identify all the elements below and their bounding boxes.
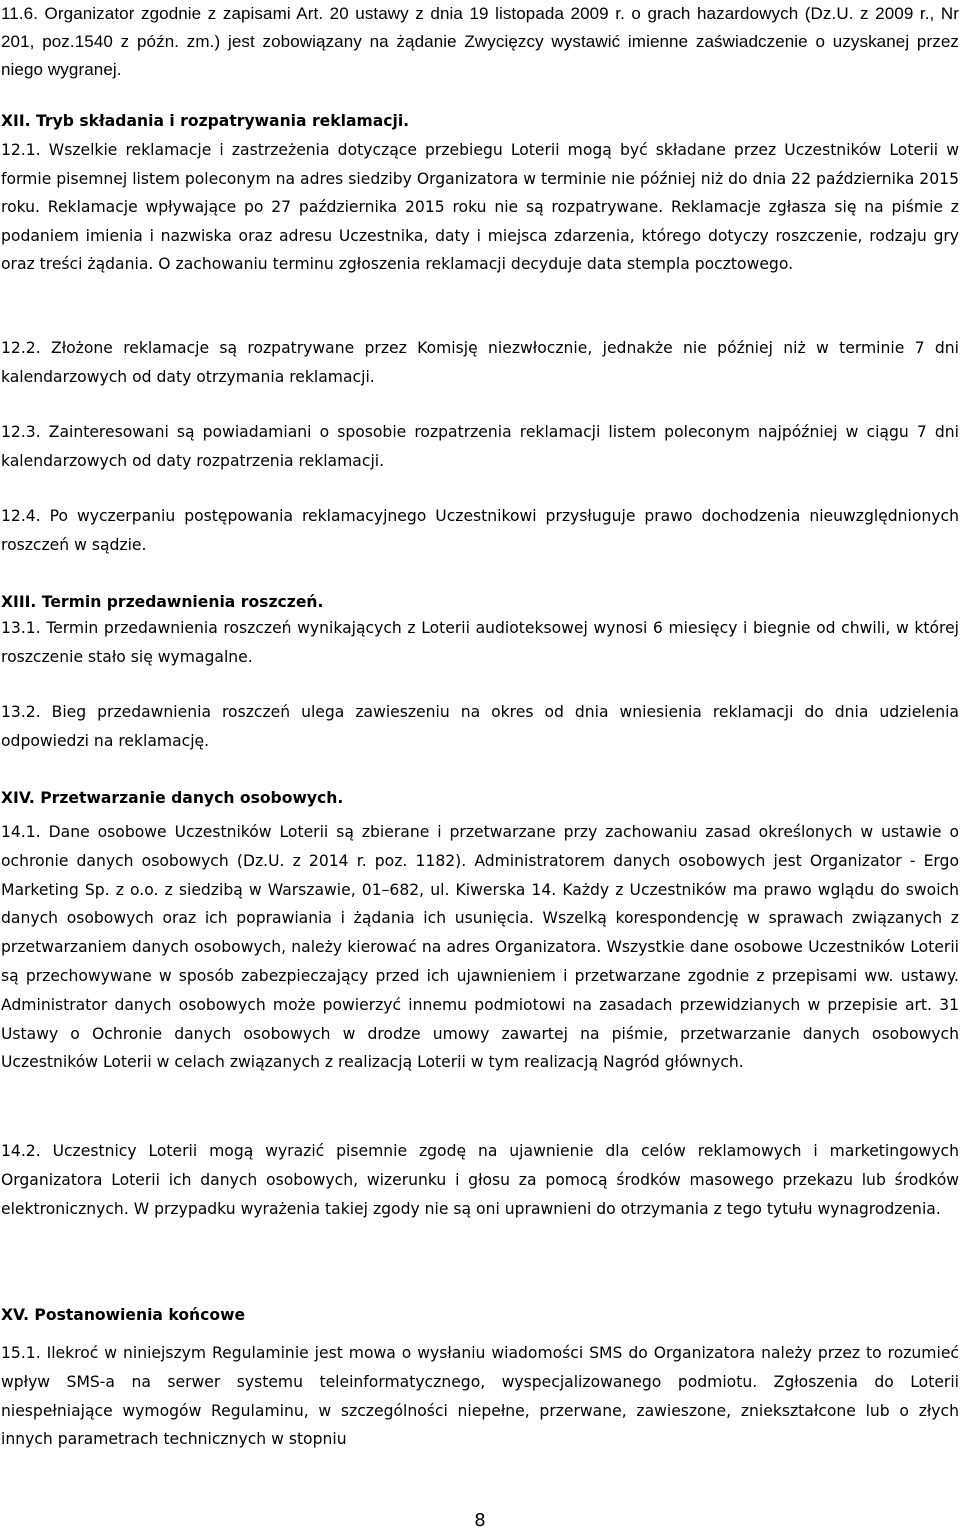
paragraph-text: 14.2. Uczestnicy Loterii mogą wyrazić pisemnie zgodę na ujawnienie dla celów reklamowych i marketingowych Organizatora Loterii ich danych osobowych, wizerunku i głosu za pomocą środków masowego przekazu lub środków elektronicznych. W przypadku wyrażenia takiej zgody nie są oni uprawnieni do otrzymania z tego tytułu wynagrodzenia. xyxy=(1,1142,959,1218)
page-number: 8 xyxy=(474,1510,486,1531)
section-heading-xiv xyxy=(1,784,959,812)
paragraph-12-4 xyxy=(1,502,959,559)
paragraph-14-1 xyxy=(1,818,959,1077)
paragraph-text: 12.2. Złożone reklamacje są rozpatrywane przez Komisję niezwłocznie, jednakże nie później niż w terminie 7 dni kalendarzowych od daty otrzymania reklamacji. xyxy=(1,339,959,386)
paragraph-text: 12.3. Zainteresowani są powiadamiani o sposobie rozpatrzenia reklamacji listem poleconym najpóźniej w ciągu 7 dni kalendarzowych od daty rozpatrzenia reklamacji. xyxy=(1,423,959,470)
paragraph-text: 15.1. Ilekroć w niniejszym Regulaminie jest mowa o wysłaniu wiadomości SMS do Organizatora należy przez to rozumieć wpływ SMS-a na serwer systemu teleinformatycznego, wyspecjalizowanego podmiotu. Zgłoszenia do Loterii niespełniające wymogów Regulaminu, w szczególności niepełne, przerwane, zawieszone, zniekształcone lub o złych innych parametrach technicznych w stopniu xyxy=(1,1344,959,1449)
heading-text: XIV. Przetwarzanie danych osobowych. xyxy=(1,789,344,807)
paragraph-text: 14.1. Dane osobowe Uczestników Loterii są zbierane i przetwarzane przy zachowaniu zasad określonych w ustawie o ochronie danych osobowych (Dz.U. z 2014 r. poz. 1182). Administratorem danych osobowych jest Organizator - Ergo Marketing Sp. z o.o. z siedzibą w Warszawie, 01–682, ul. Kiwerska 14. Każdy z Uczestników ma prawo wglądu do swoich danych osobowych oraz ich poprawiania i żądania ich usunięcia. Wszelką korespondencję w sprawach związanych z przetwarzaniem danych osobowych, należy kierować na adres Organizatora. Wszystkie dane osobowe Uczestników Loterii są przechowywane w sposób zabezpieczający przed ich ujawnieniem i przetwarzane zgodnie z przepisami ww. ustawy. Administrator danych osobowych może powierzyć innemu podmiotowi na zasadach przewidzianych w przepisie art. 31 Ustawy o Ochronie danych osobowych w drodze umowy zawartej na piśmie, przetwarzanie danych osobowych Uczestników Loterii w celach związanych z realizacją Loterii w tym realizacją Nagród głównych. xyxy=(1,823,959,1072)
section-heading-xv xyxy=(1,1301,959,1329)
paragraph-text: 13.1. Termin przedawnienia roszczeń wynikających z Loterii audioteksowej wynosi 6 miesięcy i biegnie od chwili, w której roszczenie stało się wymagalne. xyxy=(1,619,959,666)
paragraph-12-2 xyxy=(1,334,959,391)
heading-text: XII. Tryb składania i rozpatrywania reklamacji. xyxy=(1,112,410,130)
paragraph-13-1 xyxy=(1,614,959,671)
heading-text: XV. Postanowienia końcowe xyxy=(1,1306,246,1324)
paragraph-14-2 xyxy=(1,1137,959,1223)
section-heading-xiii xyxy=(1,588,959,616)
paragraph-13-2 xyxy=(1,698,959,755)
paragraph-text: 12.4. Po wyczerpaniu postępowania reklamacyjnego Uczestnikowi przysługuje prawo dochodzenia nieuwzględnionych roszczeń w sądzie. xyxy=(1,507,959,554)
heading-text: XIII. Termin przedawnienia roszczeń. xyxy=(1,593,324,611)
paragraph-text: 13.2. Bieg przedawnienia roszczeń ulega zawieszeniu na okres od dnia wniesienia reklamacji do dnia udzielenia odpowiedzi na reklamację. xyxy=(1,703,959,750)
paragraph-15-1 xyxy=(1,1339,959,1454)
paragraph-12-1 xyxy=(1,136,959,279)
paragraph-11-6 xyxy=(1,0,959,84)
paragraph-text: 12.1. Wszelkie reklamacje i zastrzeżenia dotyczące przebiegu Loterii mogą być składane przez Uczestników Loterii w formie pisemnej listem poleconym na adres siedziby Organizatora w terminie nie później niż do dnia 22 października 2015 roku. Reklamacje wpływające po 27 października 2015 roku nie są rozpatrywane. Reklamacje zgłasza się na piśmie z podaniem imienia i nazwiska oraz adresu Uczestnika, daty i miejsca zdarzenia, którego dotyczy roszczenie, rodzaju gry oraz treści żądania. O zachowaniu terminu zgłoszenia reklamacji decyduje data stempla pocztowego. xyxy=(1,141,959,273)
paragraph-text: 11.6. Organizator zgodnie z zapisami Art. 20 ustawy z dnia 19 listopada 2009 r. o grach hazardowych (Dz.U. z 2009 r., Nr 201, poz.1540 z późn. zm.) jest zobowiązany na żądanie Zwycięzcy wystawić imienne zaświadczenie o uzyskanej przez niego wygranej. xyxy=(1,4,959,79)
section-heading-xii xyxy=(1,107,959,135)
paragraph-12-3 xyxy=(1,418,959,475)
